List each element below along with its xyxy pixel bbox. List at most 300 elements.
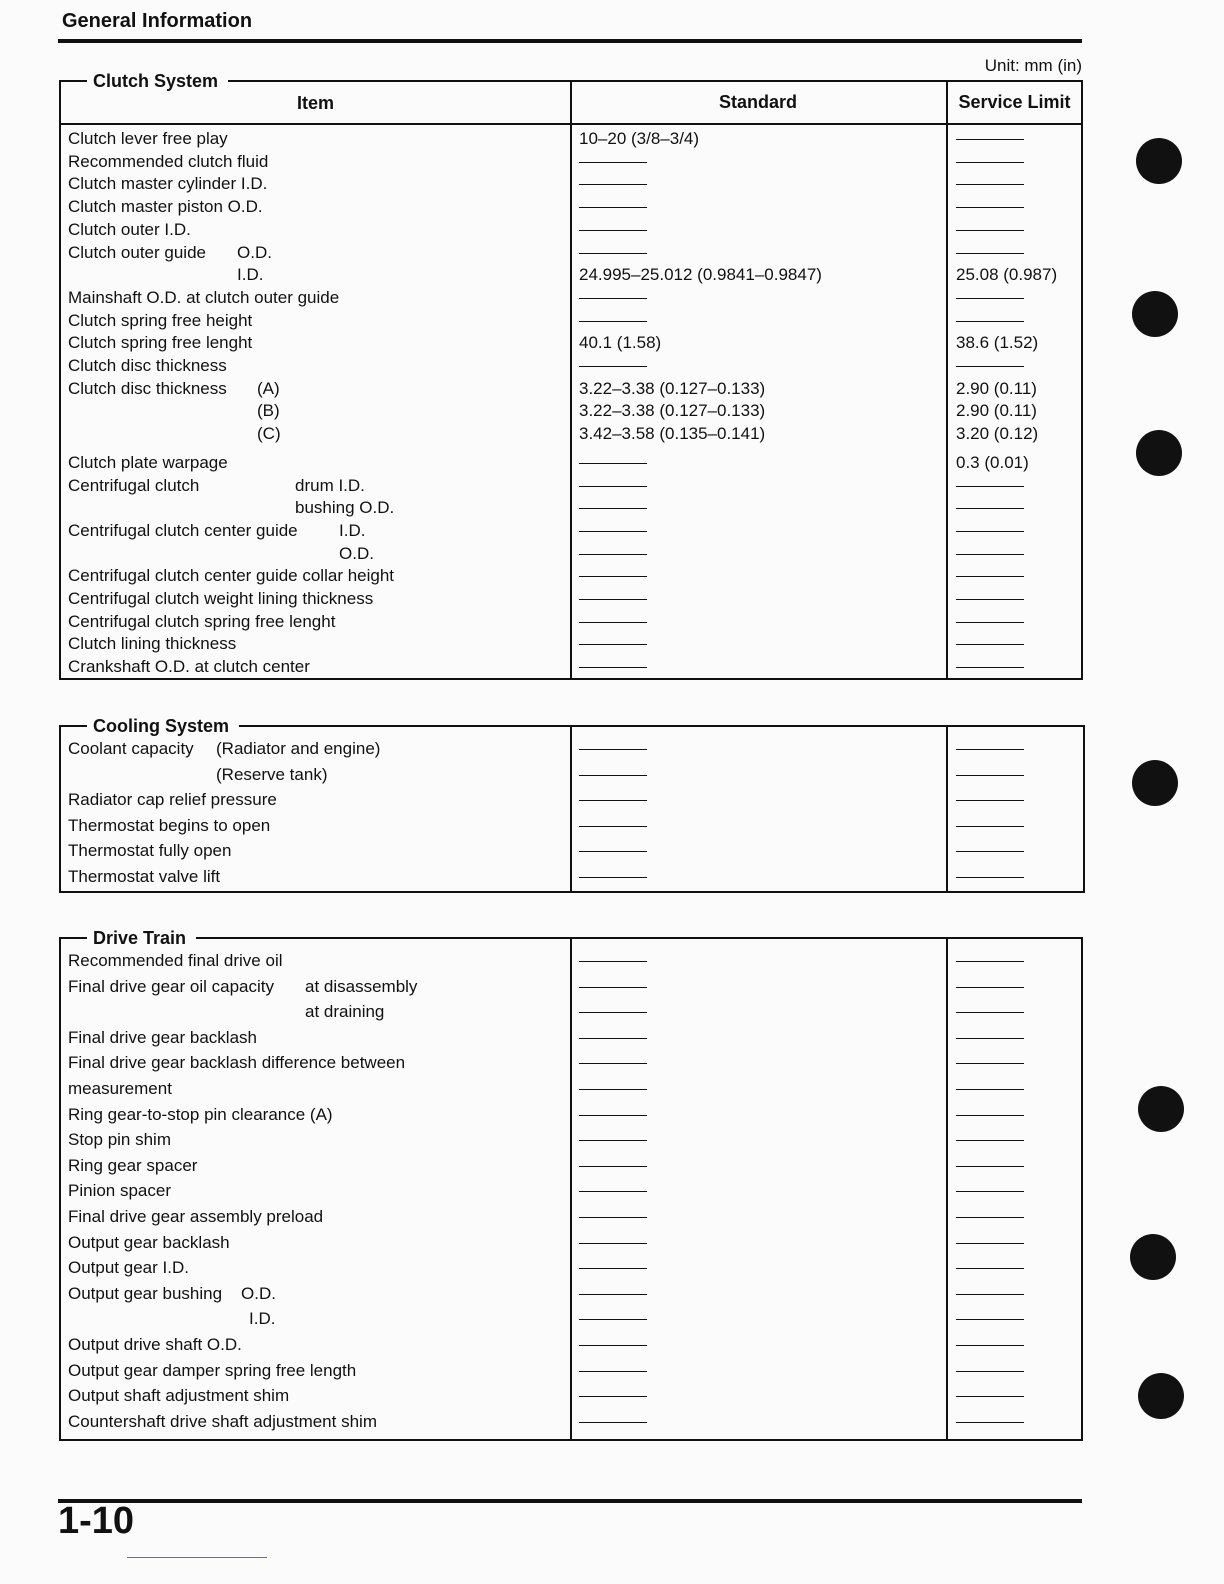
empty-dash [956, 184, 1024, 185]
row-standard-value [579, 1283, 647, 1305]
empty-dash [956, 1319, 1024, 1320]
table-row [61, 475, 1081, 497]
table-row [61, 355, 1081, 377]
row-item-label: measurement [68, 1079, 172, 1098]
row-item-label: Clutch spring free lenght [68, 333, 253, 353]
page-number: 1-10 [58, 1500, 135, 1542]
row-item-label: Centrifugal clutch weight lining thickness [68, 589, 374, 608]
binder-hole-mark [1136, 138, 1182, 184]
row-standard-value [579, 656, 647, 678]
row-item-label: Clutch spring free height [68, 310, 253, 330]
row-item-label: Stop pin shim [68, 1130, 171, 1150]
row-standard-value [579, 242, 647, 264]
table-row [61, 497, 1081, 519]
empty-dash [579, 749, 647, 750]
empty-dash [956, 253, 1024, 254]
row-standard-value: 3.22–3.38 (0.127–0.133) [579, 401, 766, 421]
row-item-label: Final drive gear backlash difference between [68, 1053, 406, 1073]
row-standard-value [579, 1334, 647, 1356]
row-item-sublabel: I.D. [237, 265, 264, 285]
table-row [61, 264, 1081, 286]
row-standard-value [579, 1129, 647, 1151]
row-service-limit-value [956, 976, 1024, 998]
row-service-limit-value [956, 1360, 1024, 1382]
empty-dash [956, 1166, 1024, 1167]
table-row [61, 452, 1081, 474]
row-item-label: Clutch lining thickness [68, 634, 237, 654]
empty-dash [579, 184, 647, 185]
row-standard-value [579, 738, 647, 760]
row-standard-value [579, 764, 647, 786]
row-service-limit-value [956, 475, 1024, 497]
table-row [61, 332, 1081, 354]
empty-dash [579, 877, 647, 878]
row-standard-value [579, 976, 647, 998]
empty-dash [579, 253, 647, 254]
table-row [61, 128, 1081, 150]
row-standard-value [579, 950, 647, 972]
row-service-limit-value [956, 1206, 1024, 1228]
row-item-label: Mainshaft O.D. at clutch outer guide [68, 287, 340, 307]
row-standard-value [579, 1360, 647, 1382]
empty-dash [579, 1166, 647, 1167]
row-service-limit-value [956, 1027, 1024, 1049]
row-service-limit-value [956, 1257, 1024, 1279]
row-item-label: Ring gear-to-stop pin clearance (A) [68, 1104, 333, 1124]
empty-dash [956, 1396, 1024, 1397]
empty-dash [956, 1038, 1024, 1039]
table-row [61, 242, 1081, 264]
row-item-label: Thermostat begins to open [68, 815, 271, 835]
row-standard-value [579, 196, 647, 218]
row-service-limit-value [956, 764, 1024, 786]
row-item-label: Centrifugal clutch center guide collar height [68, 566, 395, 586]
empty-dash [579, 800, 647, 801]
row-item-sublabel: I.D. [339, 520, 366, 540]
header-rule [58, 39, 1082, 43]
row-standard-value [579, 1232, 647, 1254]
empty-dash [579, 622, 647, 623]
section-tick [59, 80, 77, 82]
empty-dash [956, 599, 1024, 600]
binder-hole-mark [1138, 1086, 1184, 1132]
empty-dash [956, 749, 1024, 750]
row-item-label: Output shaft adjustment shim [68, 1386, 290, 1406]
empty-dash [956, 775, 1024, 776]
row-service-limit-value [956, 789, 1024, 811]
table-row [61, 1283, 1081, 1305]
row-standard-value [579, 840, 647, 862]
row-item-sublabel: (Radiator and engine) [216, 739, 381, 758]
empty-dash [956, 366, 1024, 367]
row-service-limit-value [956, 1001, 1024, 1023]
table-row [61, 287, 1081, 309]
row-item-label: Coolant capacity [68, 739, 194, 758]
row-item-sublabel: O.D. [237, 242, 272, 262]
row-standard-value [579, 1078, 647, 1100]
row-standard-value [579, 475, 647, 497]
row-service-limit-value [956, 1385, 1024, 1407]
empty-dash [956, 321, 1024, 322]
row-standard-value [579, 497, 647, 519]
empty-dash [579, 1191, 647, 1192]
row-standard-value [579, 151, 647, 173]
row-item-sublabel: (A) [257, 378, 280, 398]
row-service-limit-value [956, 1078, 1024, 1100]
row-service-limit-value [956, 1411, 1024, 1433]
binder-hole-mark [1138, 1373, 1184, 1419]
row-standard-value: 10–20 (3/8–3/4) [579, 129, 700, 148]
table-row [61, 400, 1081, 422]
table-row [61, 565, 1081, 587]
empty-dash [956, 531, 1024, 532]
empty-dash [956, 1217, 1024, 1218]
table-row [61, 789, 1083, 811]
row-standard-value [579, 1206, 647, 1228]
empty-dash [956, 622, 1024, 623]
table-row [61, 866, 1083, 888]
empty-dash [579, 1371, 647, 1372]
empty-dash [579, 775, 647, 776]
row-service-limit-value [956, 815, 1024, 837]
row-standard-value [579, 287, 647, 309]
row-item-label: Clutch lever free play [68, 129, 228, 148]
row-standard-value [579, 1180, 647, 1202]
row-service-limit-value [956, 355, 1024, 377]
row-item-label: Clutch plate warpage [68, 452, 228, 472]
page-header: General Information [62, 10, 253, 32]
row-service-limit-value [956, 173, 1024, 195]
table-row [61, 1334, 1081, 1356]
row-service-limit-value [956, 1104, 1024, 1126]
row-item-label: Clutch disc thickness [68, 356, 227, 375]
column-header-service-limit: Service Limit [958, 92, 1071, 112]
table-row [61, 815, 1083, 837]
row-standard-value [579, 310, 647, 332]
row-item-label: Thermostat fully open [68, 841, 232, 860]
row-standard-value [579, 1155, 647, 1177]
table-row [61, 611, 1081, 633]
table-row [61, 1411, 1081, 1433]
empty-dash [956, 298, 1024, 299]
row-item-label: Output drive shaft O.D. [68, 1335, 242, 1354]
empty-dash [956, 1115, 1024, 1116]
row-service-limit-value [956, 287, 1024, 309]
binder-hole-mark [1132, 760, 1178, 806]
unit-note: Unit: mm (in) [984, 56, 1082, 75]
table-row [61, 738, 1083, 760]
row-service-limit-value [956, 219, 1024, 241]
empty-dash [579, 1089, 647, 1090]
table-row [61, 378, 1081, 400]
table-row [61, 151, 1081, 173]
row-service-limit-value: 3.20 (0.12) [956, 424, 1039, 444]
row-standard-value: 40.1 (1.58) [579, 333, 662, 353]
section-title: Drive Train [87, 928, 196, 948]
link-underline [127, 1557, 267, 1558]
empty-dash [579, 1038, 647, 1039]
empty-dash [956, 826, 1024, 827]
row-standard-value [579, 219, 647, 241]
row-service-limit-value [956, 1232, 1024, 1254]
empty-dash [956, 1140, 1024, 1141]
empty-dash [956, 207, 1024, 208]
table-row [61, 588, 1081, 610]
empty-dash [579, 1345, 647, 1346]
table-row [61, 173, 1081, 195]
empty-dash [956, 877, 1024, 878]
section-title: Clutch System [87, 71, 228, 91]
empty-dash [579, 1422, 647, 1423]
empty-dash [579, 576, 647, 577]
drive-train-table [59, 928, 1083, 1441]
row-standard-value [579, 633, 647, 655]
empty-dash [956, 644, 1024, 645]
row-service-limit-value [956, 543, 1024, 565]
empty-dash [956, 1012, 1024, 1013]
row-service-limit-value [956, 866, 1024, 888]
row-item-label: Clutch disc thickness [68, 378, 227, 398]
row-standard-value [579, 611, 647, 633]
empty-dash [956, 1089, 1024, 1090]
row-service-limit-value: 25.08 (0.987) [956, 265, 1058, 285]
table-row [61, 1385, 1081, 1407]
empty-dash [579, 667, 647, 668]
row-item-label: Countershaft drive shaft adjustment shim [68, 1411, 377, 1431]
row-service-limit-value [956, 196, 1024, 218]
row-item-sublabel: bushing O.D. [295, 498, 395, 518]
empty-dash [956, 851, 1024, 852]
table-row [61, 196, 1081, 218]
empty-dash [956, 1268, 1024, 1269]
cooling-system-table [59, 716, 1085, 893]
row-item-label: Output gear backlash [68, 1232, 230, 1252]
row-item-label: Thermostat valve lift [68, 866, 221, 886]
table-row [61, 656, 1081, 678]
row-item-label: Output gear bushing [68, 1283, 223, 1303]
empty-dash [579, 463, 647, 464]
row-service-limit-value [956, 520, 1024, 542]
empty-dash [956, 1345, 1024, 1346]
header-divider [61, 123, 1081, 125]
empty-dash [579, 321, 647, 322]
row-standard-value [579, 565, 647, 587]
row-standard-value [579, 173, 647, 195]
row-service-limit-value [956, 1155, 1024, 1177]
row-standard-value: 3.42–3.58 (0.135–0.141) [579, 424, 766, 444]
row-service-limit-value [956, 1334, 1024, 1356]
column-header-standard: Standard [718, 92, 797, 112]
empty-dash [579, 298, 647, 299]
row-service-limit-value: 2.90 (0.11) [956, 401, 1037, 421]
table-row [61, 764, 1083, 786]
row-item-label: Centrifugal clutch [68, 475, 200, 495]
row-item-label: Clutch outer I.D. [68, 219, 191, 239]
row-item-label: Clutch outer guide [68, 242, 206, 262]
row-standard-value [579, 1257, 647, 1279]
row-standard-value [579, 452, 647, 474]
table-row [61, 976, 1081, 998]
row-service-limit-value [956, 611, 1024, 633]
row-service-limit-value [956, 1129, 1024, 1151]
table-row [61, 1360, 1081, 1382]
row-service-limit-value [956, 565, 1024, 587]
empty-dash [956, 1371, 1024, 1372]
row-standard-value [579, 1104, 647, 1126]
empty-dash [579, 554, 647, 555]
row-standard-value [579, 815, 647, 837]
row-item-label: Final drive gear assembly preload [68, 1207, 324, 1226]
table-row [61, 1027, 1081, 1049]
row-standard-value [579, 789, 647, 811]
empty-dash [956, 961, 1024, 962]
empty-dash [579, 230, 647, 231]
row-service-limit-value [956, 1283, 1024, 1305]
table-row [61, 1180, 1081, 1202]
row-item-sublabel: (B) [257, 401, 280, 421]
row-standard-value: 24.995–25.012 (0.9841–0.9847) [579, 265, 822, 285]
row-item-sublabel: I.D. [249, 1309, 276, 1329]
table-row [61, 950, 1081, 972]
empty-dash [956, 508, 1024, 509]
row-standard-value [579, 1052, 647, 1074]
row-standard-value [579, 543, 647, 565]
empty-dash [956, 554, 1024, 555]
empty-dash [956, 576, 1024, 577]
row-service-limit-value [956, 310, 1024, 332]
row-service-limit-value [956, 588, 1024, 610]
row-item-label: Recommended clutch fluid [68, 151, 269, 171]
table-row [61, 1308, 1081, 1330]
section-title: Cooling System [87, 716, 239, 736]
row-standard-value [579, 1001, 647, 1023]
row-service-limit-value [956, 950, 1024, 972]
table-row [61, 423, 1081, 445]
empty-dash [579, 1012, 647, 1013]
row-item-sublabel: O.D. [241, 1283, 276, 1303]
empty-dash [579, 851, 647, 852]
row-service-limit-value: 0.3 (0.01) [956, 452, 1029, 472]
empty-dash [579, 1294, 647, 1295]
empty-dash [579, 987, 647, 988]
empty-dash [579, 1063, 647, 1064]
row-standard-value [579, 520, 647, 542]
row-item-sublabel: (Reserve tank) [216, 764, 328, 784]
empty-dash [579, 1217, 647, 1218]
row-standard-value [579, 355, 647, 377]
empty-dash [956, 1294, 1024, 1295]
empty-dash [579, 1396, 647, 1397]
row-service-limit-value [956, 128, 1024, 150]
row-service-limit-value [956, 738, 1024, 760]
row-item-sublabel: at draining [305, 1002, 385, 1022]
empty-dash [956, 667, 1024, 668]
empty-dash [579, 162, 647, 163]
table-row [61, 1206, 1081, 1228]
empty-dash [956, 1191, 1024, 1192]
row-item-label: Radiator cap relief pressure [68, 790, 277, 809]
binder-hole-mark [1132, 291, 1178, 337]
empty-dash [956, 1243, 1024, 1244]
row-item-label: Clutch master cylinder I.D. [68, 174, 268, 194]
row-service-limit-value [956, 1308, 1024, 1330]
table-row [61, 1129, 1081, 1151]
table-row [61, 1232, 1081, 1254]
row-item-label: Clutch master piston O.D. [68, 197, 263, 217]
row-service-limit-value [956, 151, 1024, 173]
empty-dash [579, 531, 647, 532]
row-standard-value [579, 1027, 647, 1049]
empty-dash [956, 162, 1024, 163]
empty-dash [956, 1063, 1024, 1064]
row-service-limit-value [956, 656, 1024, 678]
table-row [61, 543, 1081, 565]
clutch-system-table [59, 71, 1083, 680]
empty-dash [956, 139, 1024, 140]
row-service-limit-value: 2.90 (0.11) [956, 378, 1037, 398]
row-item-label: Centrifugal clutch spring free lenght [68, 611, 336, 631]
empty-dash [579, 644, 647, 645]
row-service-limit-value: 38.6 (1.52) [956, 333, 1039, 353]
empty-dash [579, 826, 647, 827]
row-standard-value: 3.22–3.38 (0.127–0.133) [579, 378, 766, 398]
row-item-label: Pinion spacer [68, 1181, 172, 1201]
empty-dash [579, 961, 647, 962]
empty-dash [579, 1115, 647, 1116]
row-service-limit-value [956, 633, 1024, 655]
empty-dash [956, 987, 1024, 988]
table-row [61, 1104, 1081, 1126]
table-row [61, 1257, 1081, 1279]
empty-dash [956, 230, 1024, 231]
table-row [61, 520, 1081, 542]
empty-dash [579, 486, 647, 487]
empty-dash [579, 1140, 647, 1141]
row-item-label: Crankshaft O.D. at clutch center [68, 657, 310, 677]
table-row [61, 840, 1083, 862]
row-service-limit-value [956, 1052, 1024, 1074]
row-standard-value [579, 1385, 647, 1407]
row-item-label: Centrifugal clutch center guide [68, 520, 298, 540]
row-service-limit-value [956, 1180, 1024, 1202]
row-standard-value [579, 1308, 647, 1330]
binder-hole-mark [1130, 1234, 1176, 1280]
empty-dash [579, 1268, 647, 1269]
row-standard-value [579, 1411, 647, 1433]
table-row [61, 1078, 1081, 1100]
row-item-sublabel: (C) [257, 424, 281, 444]
empty-dash [579, 1243, 647, 1244]
section-tick [59, 937, 77, 939]
row-service-limit-value [956, 840, 1024, 862]
section-tick [59, 725, 77, 727]
row-item-label: Output gear I.D. [68, 1258, 189, 1278]
row-item-label: Recommended final drive oil [68, 951, 283, 970]
row-item-label: Output gear damper spring free length [68, 1360, 357, 1380]
row-standard-value [579, 866, 647, 888]
table-row [61, 633, 1081, 655]
footer-rule [58, 1499, 1082, 1503]
empty-dash [579, 366, 647, 367]
row-item-label: Final drive gear backlash [68, 1027, 257, 1047]
row-item-sublabel: at disassembly [305, 976, 418, 996]
empty-dash [956, 1422, 1024, 1423]
row-item-sublabel: drum I.D. [295, 475, 365, 495]
row-item-label: Final drive gear oil capacity [68, 976, 274, 996]
empty-dash [956, 800, 1024, 801]
empty-dash [579, 1319, 647, 1320]
empty-dash [579, 599, 647, 600]
